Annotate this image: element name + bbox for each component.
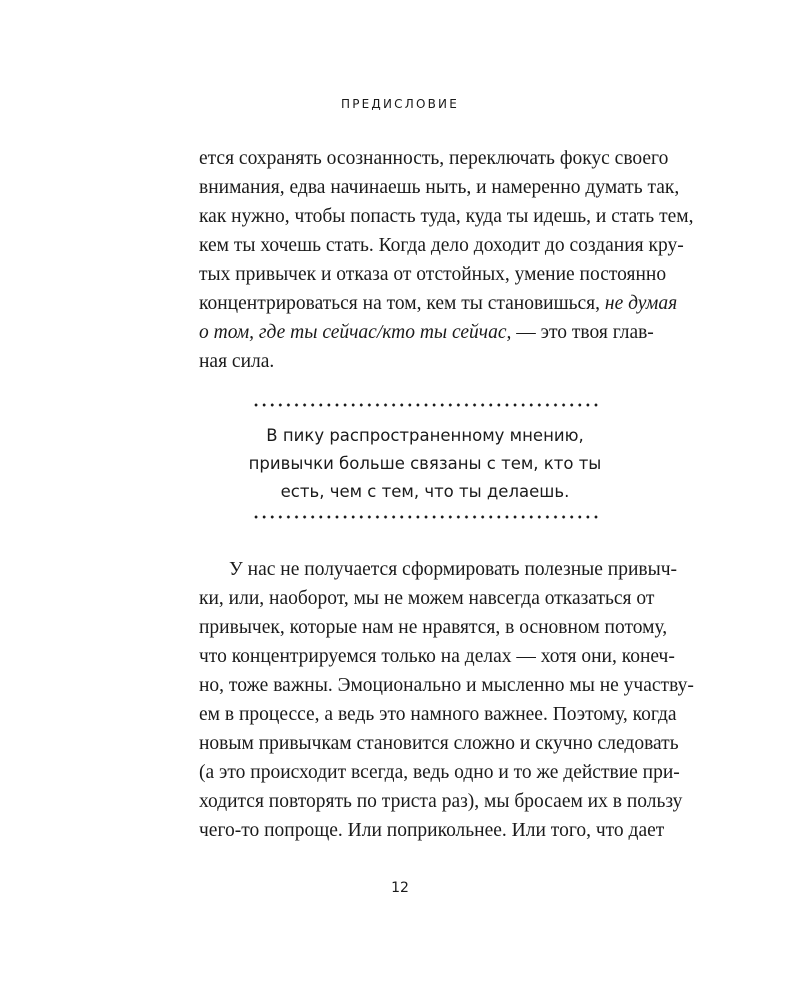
pull-quote-line: В пику распространенному мнению, (266, 426, 584, 445)
dotted-divider-top (252, 402, 598, 408)
paragraph-line: ки, или, наоборот, мы не можем навсегда отказаться от (199, 588, 655, 609)
emphasis-text: не думая (604, 293, 678, 314)
line-regular-text: концентрироваться на том, кем ты становишься, (199, 293, 601, 314)
paragraph-line: новым привычкам становится сложно и скучно следовать (199, 733, 679, 754)
dotted-divider-bottom (252, 514, 598, 520)
paragraph-line: но, тоже важны. Эмоционально и мысленно мы не участву- (199, 675, 694, 696)
paragraph-line: ходится повторять по триста раз), мы бросаем их в пользу (199, 791, 683, 812)
paragraph-line: ная сила. (199, 351, 275, 372)
paragraph-line (199, 289, 678, 318)
paragraph-line: (а это происходит всегда, ведь одно и то же действие при- (199, 762, 680, 783)
pull-quote-line: привычки больше связаны с тем, кто ты (248, 454, 602, 473)
paragraph-line: ем в процессе, а ведь это намного важнее. Поэтому, когда (199, 704, 677, 725)
paragraph-line: привычек, которые нам не нравятся, в основном потому, (199, 617, 668, 638)
paragraph-line: У нас не получается сформировать полезные привыч- (229, 559, 678, 580)
paragraph-line: ется сохранять осознанность, переключать фокус своего (199, 148, 669, 169)
paragraph-line: кем ты хочешь стать. Когда дело доходит до создания кру- (199, 235, 684, 256)
paragraph-line: внимания, едва начинаешь ныть, и намеренно думать так, (199, 177, 680, 198)
running-head: ПРЕДИСЛОВИЕ (340, 97, 460, 111)
line-regular-text: — это твоя глав- (516, 322, 654, 343)
paragraph-line: чего-то попроще. Или поприкольнее. Или того, что дает (199, 820, 665, 841)
paragraph-line (199, 318, 654, 347)
emphasis-text: о том, где ты сейчас/кто ты сейчас, (199, 322, 512, 343)
paragraph-line: как нужно, чтобы попасть туда, куда ты идешь, и стать тем, (199, 206, 694, 227)
paragraph-2 (199, 555, 694, 845)
page-number: 12 (391, 880, 409, 896)
paragraph-line: что концентрируемся только на делах — хотя они, конеч- (199, 646, 675, 667)
pull-quote-line: есть, чем с тем, что ты делаешь. (280, 482, 570, 501)
pull-quote (200, 422, 650, 506)
paragraph-1 (199, 144, 694, 376)
paragraph-line: тых привычек и отказа от отстойных, умение постоянно (199, 264, 667, 285)
